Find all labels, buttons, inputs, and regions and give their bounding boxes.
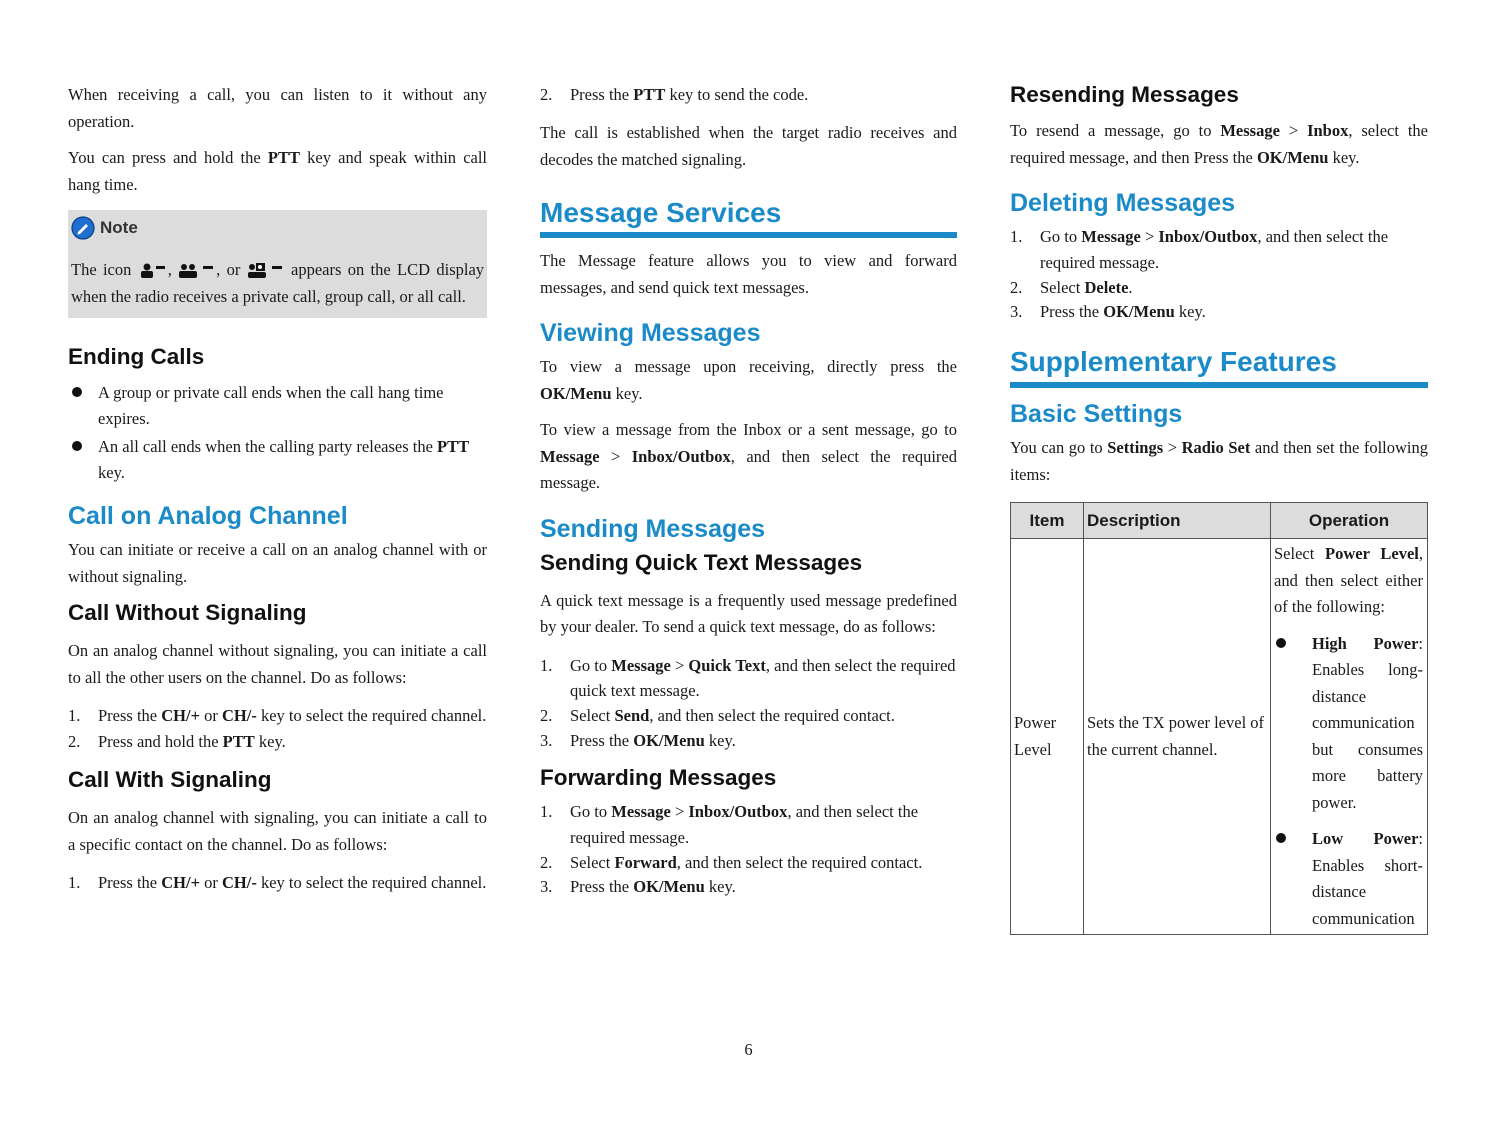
viewing-messages-heading: Viewing Messages bbox=[540, 319, 761, 347]
page-number: 6 bbox=[744, 1040, 753, 1059]
left-column bbox=[68, 82, 487, 896]
list-item: 1. Press the CH/+ or CH/- key to select the required channel. bbox=[68, 706, 487, 725]
right-column bbox=[1010, 82, 1428, 935]
column-header-description: Description bbox=[1084, 503, 1271, 539]
paragraph: When receiving a call, you can listen to it without any operation. bbox=[68, 85, 487, 131]
note-icon bbox=[71, 216, 95, 240]
list-item: 2. Select Send, and then select the required contact. bbox=[540, 705, 895, 725]
paragraph: The Message feature allows you to view and forward messages, and send quick text messages. bbox=[540, 251, 957, 297]
section-rule bbox=[1010, 382, 1428, 388]
table-header-row bbox=[1011, 503, 1428, 539]
bullet-icon bbox=[72, 387, 82, 397]
list-item: 1. Press the CH/+ or CH/- key to select the required channel. bbox=[68, 873, 487, 892]
bullet-icon bbox=[1276, 833, 1286, 843]
deleting-steps bbox=[1010, 224, 1428, 324]
all-call-icon bbox=[247, 262, 285, 280]
paragraph: You can press and hold the PTT key and speak within call hang time. bbox=[68, 148, 488, 194]
paragraph: On an analog channel without signaling, you can initiate a call to all the other users on the channel. Do as follows: bbox=[68, 641, 487, 687]
list-item: 3. Press the OK/Menu key. bbox=[540, 876, 736, 896]
paragraph: To resend a message, go to Message > Inbox, select the required message, and then Press the OK/Menu key. bbox=[1010, 121, 1428, 167]
without-signaling-heading: Call Without Signaling bbox=[68, 600, 307, 625]
list-item: 3. Press the OK/Menu key. bbox=[1010, 302, 1206, 321]
paragraph: On an analog channel with signaling, you can initiate a call to a specific contact on the channel. Do as follows: bbox=[68, 808, 487, 854]
analog-heading: Call on Analog Channel bbox=[68, 502, 348, 530]
list-item: 2. Press and hold the PTT key. bbox=[68, 732, 286, 751]
message-services-heading: Message Services bbox=[540, 197, 782, 228]
without-signaling-steps bbox=[68, 703, 487, 755]
list-item: 1. Go to Message > Inbox/Outbox, and then select the required message. bbox=[1010, 227, 1389, 272]
column-header-item: Item bbox=[1011, 503, 1084, 539]
send-code-step bbox=[540, 82, 957, 108]
bullet-icon bbox=[72, 441, 82, 451]
deleting-heading: Deleting Messages bbox=[1010, 189, 1236, 217]
private-call-icon bbox=[138, 262, 168, 280]
basic-settings-heading: Basic Settings bbox=[1010, 400, 1183, 428]
note-text: The icon , , or appears on the LCD display when the radio receives a private call, group call, or all call. bbox=[71, 260, 485, 306]
note-title: Note bbox=[100, 218, 138, 237]
section-rule bbox=[540, 232, 957, 238]
operation-cell bbox=[1271, 539, 1428, 935]
list-item: Low Power: Enables short-distance communication bbox=[1274, 826, 1423, 932]
operation-intro: Select Power Level, and then select either of the following: bbox=[1274, 544, 1423, 616]
list-item: 2. Select Forward, and then select the required contact. bbox=[540, 852, 923, 872]
ending-calls-list bbox=[68, 380, 487, 486]
with-signaling-steps bbox=[68, 870, 487, 896]
with-signaling-heading: Call With Signaling bbox=[68, 767, 272, 792]
middle-column bbox=[540, 82, 957, 899]
item-cell: Power Level bbox=[1011, 539, 1084, 935]
table-row bbox=[1011, 539, 1428, 935]
quick-text-steps bbox=[540, 653, 957, 753]
sending-messages-heading: Sending Messages bbox=[540, 514, 766, 543]
list-item: 1. Go to Message > Inbox/Outbox, and then select the required message. bbox=[540, 801, 919, 847]
paragraph: A quick text message is a frequently used message predefined by your dealer. To send a quick text message, do as follows: bbox=[540, 590, 957, 636]
supplementary-heading: Supplementary Features bbox=[1010, 346, 1337, 377]
list-item: High Power: Enables long-distance communication but consumes more battery power. bbox=[1274, 631, 1423, 817]
list-item: 1. Go to Message > Quick Text, and then select the required quick text message. bbox=[540, 655, 956, 700]
note-header bbox=[71, 216, 484, 240]
settings-table bbox=[1010, 502, 1428, 935]
paragraph: You can initiate or receive a call on an analog channel with or without signaling. bbox=[68, 540, 487, 586]
note-box bbox=[68, 210, 487, 318]
list-item: A group or private call ends when the call hang time expires. bbox=[68, 380, 487, 432]
resending-heading: Resending Messages bbox=[1010, 82, 1239, 107]
list-item: 2. Select Delete. bbox=[1010, 278, 1133, 297]
quick-text-heading: Sending Quick Text Messages bbox=[540, 549, 863, 575]
paragraph: To view a message upon receiving, directly press the OK/Menu key. bbox=[540, 357, 957, 403]
paragraph: You can go to Settings > Radio Set and then set the following items: bbox=[1010, 438, 1429, 484]
list-item: 2. Press the PTT key to send the code. bbox=[540, 85, 809, 104]
paragraph: The call is established when the target radio receives and decodes the matched signaling. bbox=[540, 123, 957, 169]
description-cell: Sets the TX power level of the current channel. bbox=[1084, 539, 1271, 935]
forwarding-heading: Forwarding Messages bbox=[540, 764, 777, 790]
list-item: 3. Press the OK/Menu key. bbox=[540, 730, 736, 750]
ending-calls-heading: Ending Calls bbox=[68, 344, 205, 369]
paragraph: To view a message from the Inbox or a sent message, go to Message > Inbox/Outbox, and then select the required message. bbox=[540, 420, 957, 492]
forwarding-steps bbox=[540, 799, 957, 899]
list-item: An all call ends when the calling party releases the PTT key. bbox=[68, 434, 487, 486]
group-call-icon bbox=[178, 262, 216, 280]
column-header-operation: Operation bbox=[1271, 503, 1428, 539]
bullet-icon bbox=[1276, 638, 1286, 648]
